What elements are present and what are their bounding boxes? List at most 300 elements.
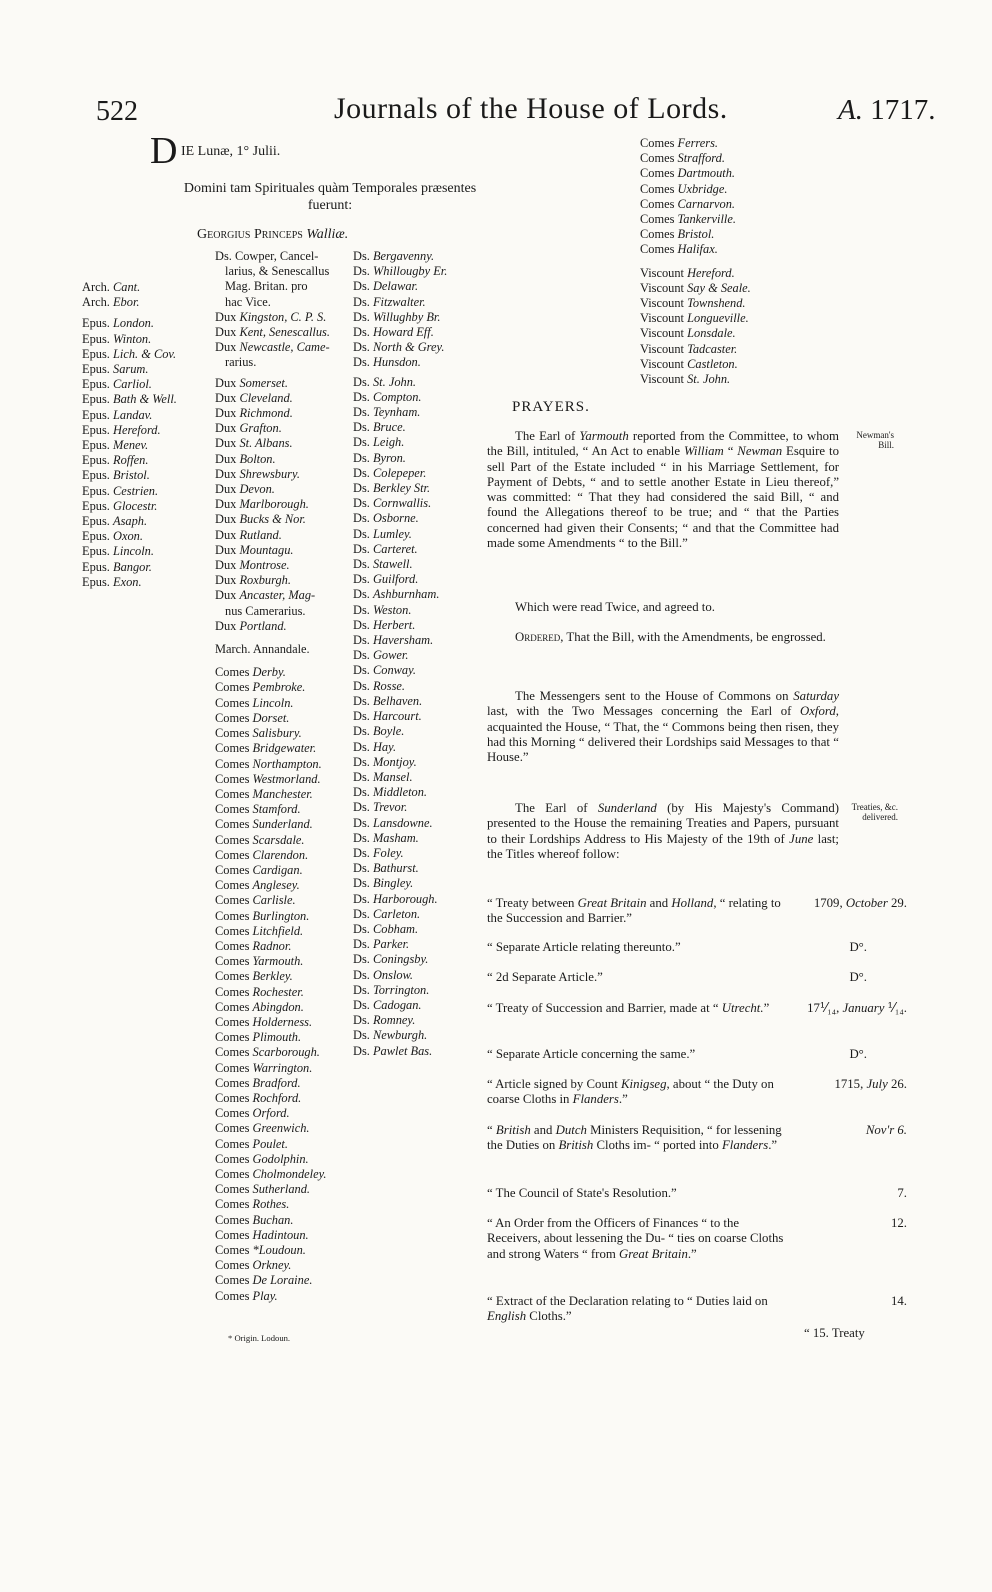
bishop-entry (82, 362, 177, 377)
duke-entry (215, 482, 353, 497)
peer-name: Newcastle, Came- (239, 340, 330, 355)
title-prefix: Comes (215, 1182, 250, 1197)
title-prefix: Ds. (353, 769, 370, 784)
title-prefix: Comes (215, 802, 250, 817)
earl-entry (215, 954, 353, 969)
peer-name: Montjoy. (372, 754, 417, 769)
baron-entry (353, 740, 447, 755)
peer-name: Leigh. (372, 435, 405, 450)
peer-name: Cestrien. (113, 483, 159, 498)
baron-entry (353, 355, 447, 370)
peer-name: Scarsdale. (252, 832, 305, 847)
title-prefix: Ds. (353, 572, 370, 587)
title-prefix: Comes (215, 726, 250, 741)
title-prefix: Epus. (82, 574, 110, 589)
peer-name: Plimouth. (252, 1030, 302, 1045)
peer-name: Scarborough. (252, 1045, 320, 1060)
baron-entry (353, 907, 447, 922)
earl-entry (215, 741, 353, 756)
peer-name: Carnarvon. (677, 196, 736, 211)
title-prefix: Comes (215, 1243, 250, 1257)
peer-name: Landav. (113, 407, 153, 422)
title-prefix: Comes (215, 1212, 250, 1227)
title-prefix: Comes (215, 1273, 250, 1288)
peer-name: Cholmondeley. (252, 1166, 327, 1181)
peer-name: Harcourt. (372, 709, 422, 724)
peer-name: Rothes. (252, 1197, 290, 1212)
peer-name: Clarendon. (252, 847, 309, 862)
peer-name: Bangor. (113, 559, 152, 574)
peer-name: St. Albans. (239, 436, 293, 451)
peer-name: Portland. (239, 618, 287, 633)
earl-entry (215, 1213, 353, 1228)
title-prefix: Comes (215, 741, 250, 756)
baron-entry (353, 1028, 447, 1043)
title-prefix: Ds. (353, 587, 370, 602)
peer-name: Bingley. (372, 876, 414, 891)
prince-title: Walliæ. (306, 227, 349, 242)
title-prefix: Viscount (640, 296, 684, 311)
peer-name: Radnor. (252, 938, 292, 953)
title-prefix: Ds. (353, 739, 370, 754)
title-prefix: Epus. (82, 377, 110, 392)
ordered-paragraph: Ordered, That the Bill, with the Amendments, be engrossed. (515, 630, 826, 644)
earl-entry (215, 924, 353, 939)
earl-entry (215, 802, 353, 817)
peer-name: Pembroke. (252, 680, 306, 695)
peer-name: Lich. & Cov. (113, 346, 177, 361)
title-prefix: Comes (215, 1075, 250, 1090)
earl-entry (640, 242, 751, 257)
title-prefix: Ds. (353, 906, 370, 921)
peer-name: Winton. (113, 331, 152, 346)
title-prefix: Viscount (640, 326, 684, 341)
earls-list (215, 665, 353, 1304)
viscounts-list (640, 266, 751, 388)
peer-name: Trevor. (372, 800, 408, 815)
title-prefix: Epus. (82, 468, 110, 483)
peer-name: Hunsdon. (372, 355, 421, 370)
peer-name: Exon. (113, 574, 142, 589)
title-prefix: Ds. (353, 876, 370, 891)
bishop-entry (82, 392, 177, 407)
peer-name: Hay. (372, 739, 397, 754)
title-prefix: Dux (215, 482, 237, 497)
title-prefix: Ds. (353, 1043, 370, 1058)
title-prefix: Comes (640, 136, 675, 150)
duke-entry (215, 406, 353, 421)
peer-name: Yarmouth. (252, 954, 304, 969)
peer-name: Cleveland. (239, 390, 293, 405)
peer-name: Parker. (372, 937, 410, 952)
peer-name: Northampton. (252, 756, 322, 771)
peer-name: Lumley. (372, 526, 412, 541)
baron-entry (353, 264, 447, 279)
title-prefix: Ds. (353, 937, 370, 952)
peer-name: Hadintoun. (252, 1227, 309, 1242)
title-prefix: Ds. (353, 724, 370, 739)
peer-name: Berkley Str. (372, 481, 431, 496)
earl-entry (215, 1137, 353, 1152)
peer-name: Kingston, C. P. S. (239, 309, 327, 324)
peer-name: Rochester. (252, 984, 304, 999)
title-prefix: Epus. (82, 514, 110, 529)
peer-name: St. John. (372, 374, 417, 389)
title-prefix: Ds. (353, 693, 370, 708)
title-prefix: Comes (215, 1227, 250, 1242)
title-prefix: Viscount (640, 311, 684, 326)
title-prefix: Ds. (353, 952, 370, 967)
peer-name: Bristol. (677, 227, 715, 242)
title-prefix: Dux (215, 558, 237, 573)
title-prefix: Ds. (353, 309, 370, 324)
title-prefix: Comes (215, 1030, 250, 1045)
title-prefix: Comes (640, 227, 675, 242)
title-prefix: Epus. (82, 331, 110, 346)
peer-name: Roffen. (113, 453, 149, 468)
title-prefix: Ds. (353, 785, 370, 800)
baron-entry (353, 663, 447, 678)
baron-entry (353, 968, 447, 983)
earl-entry (215, 680, 353, 695)
earl-entry (640, 227, 751, 242)
earl-entry (215, 787, 353, 802)
title-prefix: Comes (215, 817, 250, 832)
title-prefix: Comes (215, 847, 250, 862)
yarmouth-report-paragraph: The Earl of Yarmouth reported from the Committee, to whom the Bill, intituled, “ An Act to enable William “ Newman Esquire to sell Part of the Estate included “ in his Marriage Settlement, for Payment of Debts, “ and to settle another Estate in Lieu thereof,” was committed: “ That they had considered the said Bill, “ and found the Allegations thereof to be true; and “ that the Parties concerned had given their Consents; “ and that the Committee had made some Amendments “ to the Bill.” (487, 429, 839, 551)
title-prefix: Arch. (82, 280, 110, 294)
peer-name: Cant. (112, 280, 141, 294)
bishop-entry (82, 575, 177, 590)
marquis-entry (215, 642, 353, 657)
title-prefix: Comes (215, 695, 250, 710)
baron-entry (353, 709, 447, 724)
title-prefix: Comes (215, 878, 250, 893)
read-twice-paragraph: Which were read Twice, and agreed to. (515, 600, 715, 614)
baron-entry (353, 310, 447, 325)
baron-entry (353, 724, 447, 739)
title-prefix: Arch. (82, 295, 110, 310)
earl-entry (640, 197, 751, 212)
title-prefix: Dux (215, 309, 237, 324)
peer-name: Tankerville. (677, 212, 736, 227)
title-prefix: Epus. (82, 559, 110, 574)
title-prefix: Comes (215, 786, 250, 801)
title-prefix: Comes (215, 1197, 250, 1212)
peer-name: Asaph. (113, 514, 148, 529)
earl-entry (215, 909, 353, 924)
peer-name: Newburgh. (372, 1028, 428, 1043)
bishop-entry (82, 499, 177, 514)
peer-name: St. John. (687, 372, 731, 387)
earl-entry (215, 1030, 353, 1045)
dukes-list (215, 310, 353, 634)
baron-entry (353, 527, 447, 542)
prince-name: Georgius Princeps (197, 227, 303, 242)
earls-viscounts-list (640, 136, 751, 387)
peer-name: Harborough. (372, 891, 438, 906)
title-prefix: Ds. (353, 800, 370, 815)
peer-name: Hereford. (687, 265, 735, 280)
peer-name: Weston. (372, 602, 412, 617)
marquis-prefix: March. (215, 642, 251, 657)
title-prefix: Dux (215, 375, 237, 390)
peer-name: De Loraine. (252, 1273, 313, 1288)
bishops-list (82, 280, 177, 590)
peer-name: Buchan. (252, 1212, 294, 1227)
earl-entry (215, 1228, 353, 1243)
earl-entry (640, 212, 751, 227)
title-prefix: Comes (215, 756, 250, 771)
peer-name: Bath & Well. (113, 392, 177, 407)
title-prefix: Dux (215, 340, 237, 355)
peer-name: Sarum. (113, 362, 149, 377)
duke-entry (215, 588, 353, 603)
peer-name: Play. (252, 1288, 278, 1303)
title-prefix: Viscount (640, 341, 684, 356)
title-prefix: Comes (215, 771, 250, 786)
peer-name: Cobham. (372, 921, 419, 936)
title-prefix: Comes (215, 1136, 250, 1151)
peer-name: Castleton. (687, 356, 738, 371)
peer-name: Cadogan. (372, 997, 422, 1012)
peer-name: Bergavenny. (372, 249, 435, 263)
baron-entry (353, 466, 447, 481)
peer-name: Carliol. (113, 377, 152, 392)
title-prefix: Viscount (640, 356, 684, 371)
baron-entry (353, 892, 447, 907)
peer-name: Shrewsbury. (239, 466, 300, 481)
chancellor-line: hac Vice. (225, 294, 271, 309)
title-prefix: Comes (640, 212, 675, 227)
title-prefix: Ds. (353, 340, 370, 355)
peer-name: Fitzwalter. (372, 294, 426, 309)
earl-entry (215, 696, 353, 711)
duke-entry (215, 340, 353, 355)
peer-name: Osborne. (372, 511, 419, 526)
earl-entry (215, 726, 353, 741)
peer-name: Orford. (252, 1106, 290, 1121)
peer-name: Middleton. (372, 785, 428, 800)
baron-entry (353, 983, 447, 998)
peer-name: Byron. (372, 450, 406, 465)
peer-name: Burlington. (252, 908, 310, 923)
duke-entry (215, 619, 353, 634)
baron-entry (353, 1044, 447, 1059)
baron-entry (353, 831, 447, 846)
baron-entry (353, 572, 447, 587)
peer-name: Haversham. (372, 633, 434, 648)
peer-name: Marlborough. (239, 497, 309, 512)
viscount-entry (640, 326, 751, 341)
earl-entry (215, 1091, 353, 1106)
peer-name: Bathurst. (372, 861, 419, 876)
baron-entry (353, 922, 447, 937)
peer-name: Derby. (252, 665, 286, 680)
peer-name: Cardigan. (252, 862, 303, 877)
baron-entry (353, 249, 447, 264)
title-prefix: Comes (215, 862, 250, 877)
title-prefix: Ds. (353, 435, 370, 450)
viscount-entry (640, 311, 751, 326)
bishop-entry (82, 377, 177, 392)
peer-name: Carlisle. (252, 893, 296, 908)
title-prefix: Ds. (353, 374, 370, 389)
peer-name: Manchester. (252, 786, 313, 801)
duke-entry (215, 558, 353, 573)
peer-name: Bolton. (239, 451, 276, 466)
peer-name: Roxburgh. (239, 573, 291, 588)
baron-entry (353, 451, 447, 466)
earl-entry (215, 893, 353, 908)
duke-entry (215, 421, 353, 436)
peer-name: Rochford. (252, 1090, 302, 1105)
peer-name: Bradford. (252, 1075, 301, 1090)
session-date: IE Lunæ, 1° Julii. (180, 144, 281, 159)
peer-name: Oxon. (113, 529, 143, 544)
duke-entry (215, 355, 353, 370)
baron-entry (353, 937, 447, 952)
earl-entry (215, 1015, 353, 1030)
title-prefix: Ds. (353, 557, 370, 572)
title-prefix: Comes (640, 166, 675, 181)
title-prefix: Comes (215, 984, 250, 999)
title-prefix: Comes (215, 832, 250, 847)
peer-name: Ebor. (112, 295, 140, 310)
baron-entry (353, 679, 447, 694)
peer-name: Boyle. (372, 724, 405, 739)
peer-name: Mountagu. (239, 542, 294, 557)
attendance-intro: Domini tam Spirituales quàm Temporales præsentes fuerunt: (183, 181, 477, 213)
title-prefix: Ds. (353, 526, 370, 541)
bishop-entry (82, 438, 177, 453)
margin-note-newman: Newman's Bill. (856, 430, 894, 450)
title-prefix: Ds. (353, 709, 370, 724)
baron-entry (353, 633, 447, 648)
title-prefix: Ds. (353, 997, 370, 1012)
title-prefix: Ds. (353, 982, 370, 997)
baron-entry (353, 1013, 447, 1028)
title-prefix: Ds. (353, 861, 370, 876)
duke-entry (215, 376, 353, 391)
peer-name: Ferrers. (677, 136, 719, 150)
peer-name: Whillougby Er. (372, 264, 448, 279)
title-prefix: Comes (215, 969, 250, 984)
baron-entry (353, 876, 447, 891)
earl-entry (215, 1152, 353, 1167)
chancellor-line: Mag. Britan. pro (225, 279, 308, 294)
peer-name: Lincoln. (113, 544, 154, 559)
earl-entry (215, 1182, 353, 1197)
barons-list (353, 249, 447, 1059)
peer-name: Somerset. (239, 375, 288, 390)
title-prefix: Comes (215, 710, 250, 725)
title-prefix: Epus. (82, 346, 110, 361)
peer-name: Sunderland. (252, 817, 313, 832)
peer-name: Lonsdale. (687, 326, 736, 341)
earl-entry (215, 757, 353, 772)
earl-entry (215, 1167, 353, 1182)
earl-entry (215, 1061, 353, 1076)
title-prefix: Ds. (353, 420, 370, 435)
title-prefix: Dux (215, 390, 237, 405)
title-prefix: Dux (215, 436, 237, 451)
peer-name: rarius. (225, 355, 257, 370)
peer-name: Hereford. (113, 422, 161, 437)
earl-entry (215, 1289, 353, 1304)
baron-entry (353, 800, 447, 815)
title-prefix: Ds. (353, 511, 370, 526)
title-prefix: Ds. (353, 1028, 370, 1043)
peer-name: London. (113, 316, 154, 331)
peer-name: Herbert. (372, 617, 416, 632)
title-prefix: Comes (215, 923, 250, 938)
bishop-entry (82, 295, 177, 310)
peer-name: Kent, Senescallus. (239, 325, 330, 340)
title-prefix: Comes (215, 1166, 250, 1181)
peer-name: Townshend. (687, 296, 746, 311)
earl-entry (215, 665, 353, 680)
dukes-earls-list (215, 249, 353, 1304)
peer-name: Howard Eff. (372, 325, 434, 340)
title-prefix: Epus. (82, 529, 110, 544)
baron-entry (353, 648, 447, 663)
title-prefix: Dux (215, 512, 237, 527)
viscount-entry (640, 281, 751, 296)
peer-name: Masham. (372, 830, 419, 845)
baron-entry (353, 405, 447, 420)
title-prefix: Ds. (353, 249, 370, 263)
duke-entry (215, 512, 353, 527)
title-prefix: Viscount (640, 372, 684, 387)
bishop-entry (82, 514, 177, 529)
title-prefix: Comes (215, 680, 250, 695)
peer-name: Gower. (372, 648, 409, 663)
peer-name: Anglesey. (252, 878, 300, 893)
title-prefix: Dux (215, 451, 237, 466)
title-prefix: Epus. (82, 483, 110, 498)
duke-entry (215, 573, 353, 588)
baron-entry (353, 420, 447, 435)
baron-entry (353, 603, 447, 618)
baron-entry (353, 587, 447, 602)
duke-entry (215, 467, 353, 482)
title-prefix: Epus. (82, 498, 110, 513)
bishop-entry (82, 332, 177, 347)
peer-name: Berkley. (252, 969, 293, 984)
peer-name: Cornwallis. (372, 496, 432, 511)
peer-name: Litchfield. (252, 923, 304, 938)
peer-name: Uxbridge. (677, 181, 728, 196)
title-prefix: Comes (215, 1045, 250, 1060)
peer-name: Godolphin. (252, 1151, 309, 1166)
title-prefix: Ds. (353, 325, 370, 340)
messengers-paragraph: The Messengers sent to the House of Commons on Saturday last, with the Two Messages concerning the Earl of Oxford, acquainted the House, “ That, the “ Commons being then risen, they had this Morning “ delivered their Lordships said Messages to that “ House.” (487, 689, 839, 765)
title-prefix: Comes (215, 1060, 250, 1075)
earl-entry (215, 1243, 353, 1258)
title-prefix: Dux (215, 325, 237, 340)
peer-name: Colepeper. (372, 465, 427, 480)
peer-name: Mansel. (372, 769, 413, 784)
viscount-entry (640, 357, 751, 372)
viscount-entry (640, 342, 751, 357)
earl-entry (215, 1273, 353, 1288)
peer-name: North & Grey. (372, 340, 445, 355)
peer-name: Belhaven. (372, 693, 423, 708)
peer-name: Stamford. (252, 802, 301, 817)
title-prefix: Comes (215, 999, 250, 1014)
peer-name: Halifax. (677, 242, 718, 257)
